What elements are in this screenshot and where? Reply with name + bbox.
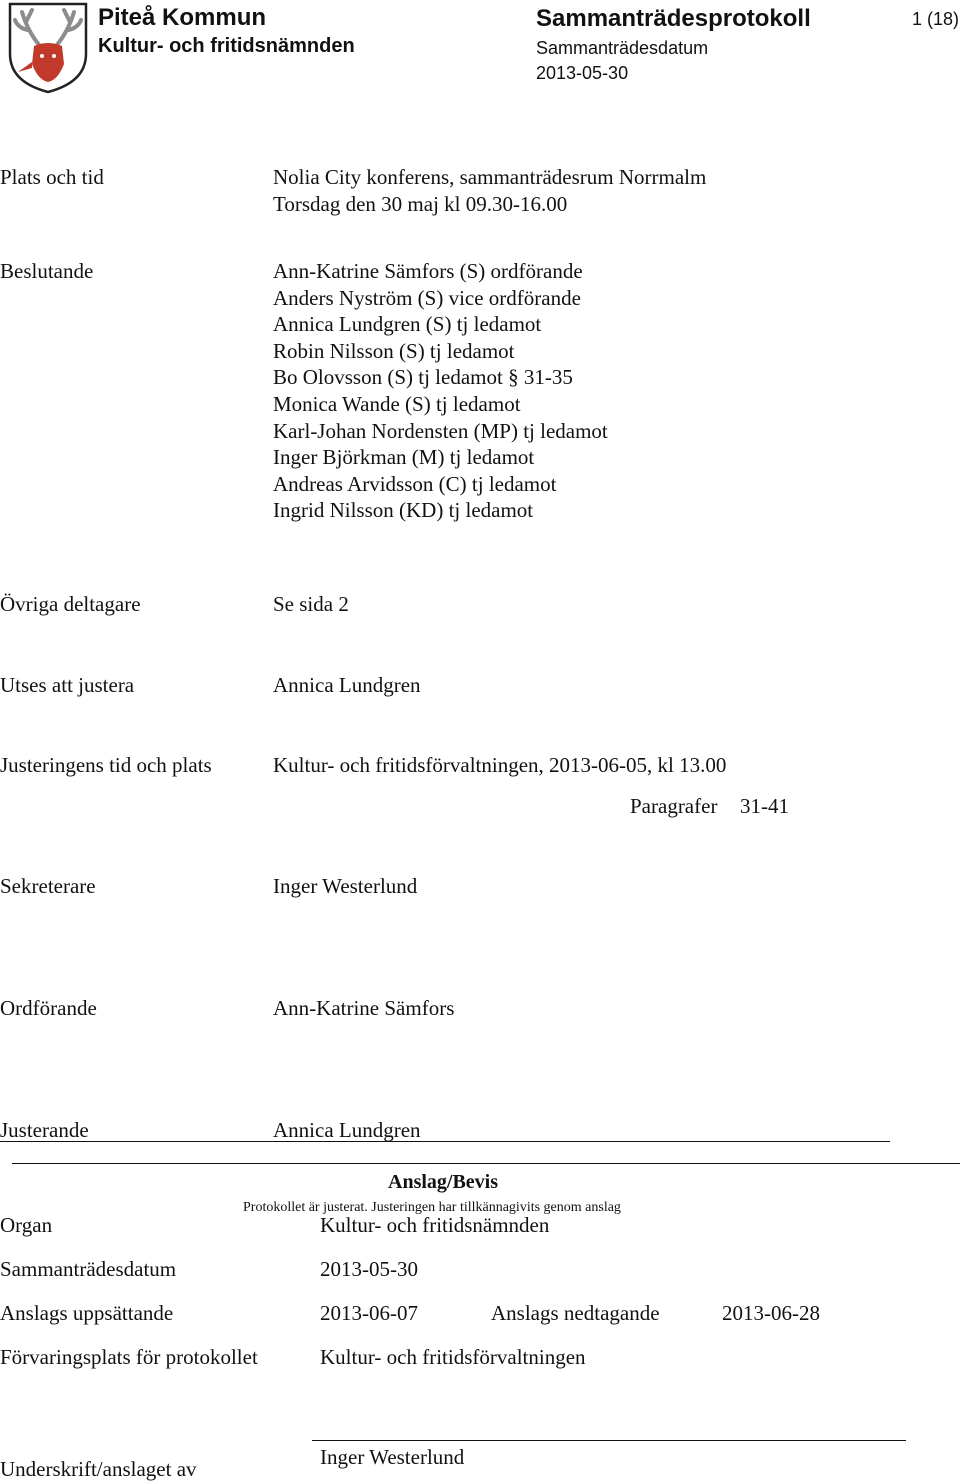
storage-value: Kultur- och fritidsförvaltningen xyxy=(320,1345,586,1369)
member-item: Inger Björkman (M) tj ledamot xyxy=(273,445,535,470)
page-number: 1 (18) xyxy=(912,9,960,29)
decision-makers-list xyxy=(273,258,608,524)
member-item: Monica Wande (S) tj ledamot xyxy=(273,391,521,416)
adjuster-signature-line xyxy=(0,1141,890,1142)
signature-name: Inger Westerlund xyxy=(320,1445,465,1469)
secretary-label: Sekreterare xyxy=(0,874,96,898)
municipality-logo xyxy=(8,2,88,94)
notice-meeting-date: 2013-05-30 xyxy=(320,1257,418,1281)
notice-subheading: Protokollet är justerat. Justeringen har tillkännagivits genom anslag xyxy=(243,1200,621,1215)
board-name: Kultur- och fritidsnämnden xyxy=(98,35,355,57)
decision-makers-label: Beslutande xyxy=(0,259,94,283)
posted-date: 2013-06-07 xyxy=(320,1301,418,1325)
adjuster-label: Justerande xyxy=(0,1118,89,1142)
removed-date: 2013-06-28 xyxy=(722,1301,820,1325)
notice-meeting-date-label: Sammanträdesdatum xyxy=(0,1257,177,1281)
notice-divider xyxy=(12,1163,960,1164)
organ-label: Organ xyxy=(0,1213,53,1237)
organization-name: Piteå Kommun xyxy=(98,4,267,31)
chair-label: Ordförande xyxy=(0,996,97,1020)
member-item: Robin Nilsson (S) tj ledamot xyxy=(273,338,515,363)
signature-line xyxy=(312,1440,906,1441)
removed-label: Anslags nedtagande xyxy=(491,1301,660,1325)
adjustment-label: Justeringens tid och plats xyxy=(0,753,212,777)
signature-label: Underskrift/anslaget av xyxy=(0,1457,197,1481)
adjuster-selected-label: Utses att justera xyxy=(0,673,135,697)
organ-value: Kultur- och fritidsnämnden xyxy=(320,1213,550,1237)
chair-name: Ann-Katrine Sämfors xyxy=(273,996,455,1020)
adjuster-selected-value: Annica Lundgren xyxy=(273,673,421,697)
member-item: Karl-Johan Nordensten (MP) tj ledamot xyxy=(273,418,608,443)
adjuster-name: Annica Lundgren xyxy=(273,1118,421,1142)
paragraphs-value: 31-41 xyxy=(740,794,789,818)
meeting-date: 2013-05-30 xyxy=(536,63,629,83)
member-item: Bo Olovsson (S) tj ledamot § 31-35 xyxy=(273,365,573,390)
meeting-time: Torsdag den 30 maj kl 09.30-16.00 xyxy=(273,192,568,216)
other-participants-value: Se sida 2 xyxy=(273,592,349,616)
paragraphs-label: Paragrafer xyxy=(630,794,718,818)
meeting-date-label: Sammanträdesdatum xyxy=(536,38,709,58)
secretary-name: Inger Westerlund xyxy=(273,874,418,898)
notice-heading: Anslag/Bevis xyxy=(388,1171,499,1193)
posted-label: Anslags uppsättande xyxy=(0,1301,174,1325)
member-item: Anders Nyström (S) vice ordförande xyxy=(273,285,581,310)
meeting-place: Nolia City konferens, sammanträdesrum Norrmalm xyxy=(273,165,707,189)
member-item: Andreas Arvidsson (C) tj ledamot xyxy=(273,471,557,496)
member-item: Ingrid Nilsson (KD) tj ledamot xyxy=(273,498,534,523)
member-item: Ann-Katrine Sämfors (S) ordförande xyxy=(273,259,583,283)
document-type: Sammanträdesprotokoll xyxy=(536,5,811,32)
adjustment-value: Kultur- och fritidsförvaltningen, 2013-06-05, kl 13.00 xyxy=(273,753,727,777)
storage-label: Förvaringsplats för protokollet xyxy=(0,1345,258,1369)
other-participants-label: Övriga deltagare xyxy=(0,592,141,616)
member-item: Annica Lundgren (S) tj ledamot xyxy=(273,312,542,337)
place-time-label: Plats och tid xyxy=(0,165,104,189)
